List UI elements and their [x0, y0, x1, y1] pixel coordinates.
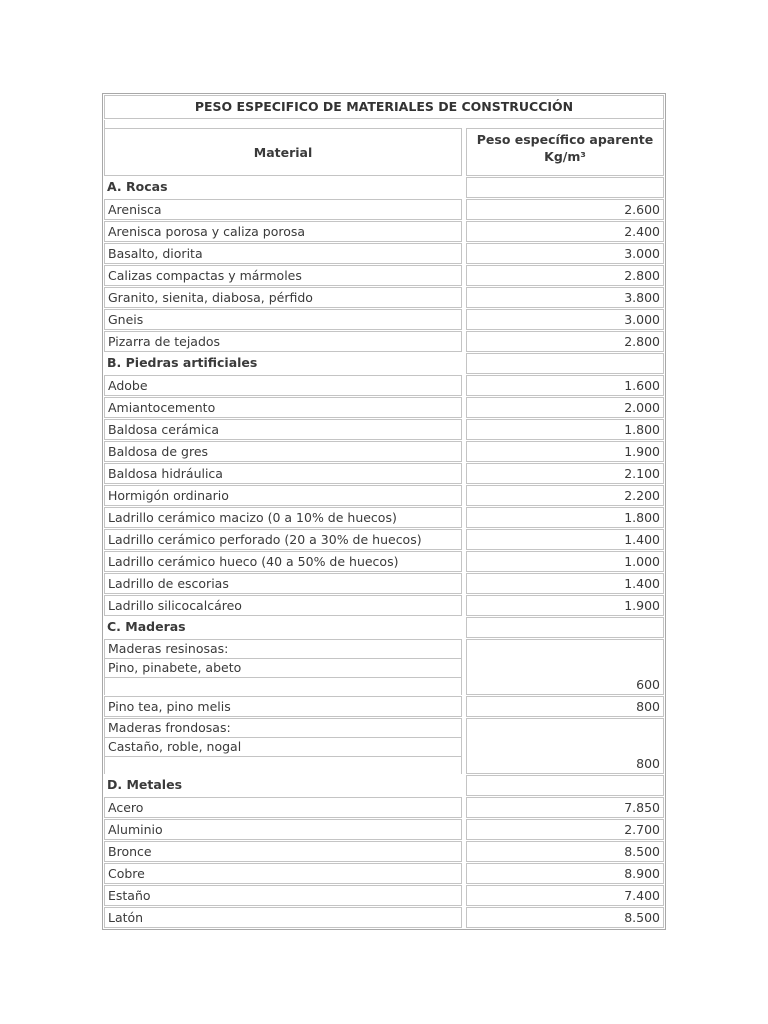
material-line: Pino, pinabete, abeto	[104, 658, 462, 677]
table-row	[104, 639, 664, 695]
title-spacer	[104, 120, 664, 128]
table-row	[104, 309, 664, 330]
material-cell: Hormigón ordinario	[104, 485, 462, 506]
header-peso	[466, 128, 664, 176]
table-row	[104, 507, 664, 528]
peso-cell: 2.100	[466, 463, 664, 484]
material-cell: Baldosa hidráulica	[104, 463, 462, 484]
material-line: Castaño, roble, nogal	[104, 737, 462, 756]
material-cell	[104, 718, 462, 774]
material-cell: Granito, sienita, diabosa, pérfido	[104, 287, 462, 308]
material-line	[104, 677, 462, 695]
material-cell: Acero	[104, 797, 462, 818]
table-row	[104, 718, 664, 774]
material-cell: Calizas compactas y mármoles	[104, 265, 462, 286]
table-row	[104, 573, 664, 594]
table-row	[104, 595, 664, 616]
peso-cell: 1.600	[466, 375, 664, 396]
section-value-cell	[466, 775, 664, 796]
peso-cell: 1.800	[466, 419, 664, 440]
table-row	[104, 221, 664, 242]
material-line: Maderas frondosas:	[104, 718, 462, 737]
material-cell: Adobe	[104, 375, 462, 396]
peso-cell: 3.000	[466, 243, 664, 264]
peso-cell: 7.850	[466, 797, 664, 818]
material-cell	[104, 639, 462, 695]
section-title: A. Rocas	[107, 179, 168, 194]
header-row	[104, 128, 664, 176]
peso-cell: 7.400	[466, 885, 664, 906]
table-row	[104, 797, 664, 818]
peso-cell: 3.800	[466, 287, 664, 308]
table-row	[104, 199, 664, 220]
material-cell: Amiantocemento	[104, 397, 462, 418]
table-row	[104, 331, 664, 352]
table-row	[104, 419, 664, 440]
table-row	[104, 863, 664, 884]
material-cell: Gneis	[104, 309, 462, 330]
table-row	[104, 885, 664, 906]
material-cell: Arenisca	[104, 199, 462, 220]
peso-cell: 2.400	[466, 221, 664, 242]
material-cell: Pino tea, pino melis	[104, 696, 462, 717]
peso-cell: 2.800	[466, 331, 664, 352]
peso-cell: 2.800	[466, 265, 664, 286]
table-row	[104, 265, 664, 286]
material-cell: Latón	[104, 907, 462, 928]
material-cell: Pizarra de tejados	[104, 331, 462, 352]
section-row	[104, 177, 664, 198]
peso-cell: 1.400	[466, 573, 664, 594]
peso-cell: 2.700	[466, 819, 664, 840]
material-cell: Ladrillo de escorias	[104, 573, 462, 594]
peso-cell: 8.900	[466, 863, 664, 884]
section-row	[104, 775, 664, 796]
table-row	[104, 441, 664, 462]
peso-cell: 800	[466, 718, 664, 774]
peso-cell: 600	[466, 639, 664, 695]
material-cell: Arenisca porosa y caliza porosa	[104, 221, 462, 242]
material-cell: Ladrillo cerámico hueco (40 a 50% de huecos)	[104, 551, 462, 572]
table-title: PESO ESPECIFICO DE MATERIALES DE CONSTRUCCIÓN	[104, 95, 664, 119]
table-row	[104, 243, 664, 264]
material-cell: Basalto, diorita	[104, 243, 462, 264]
peso-cell: 800	[466, 696, 664, 717]
section-title: B. Piedras artificiales	[107, 355, 258, 370]
peso-cell: 1.900	[466, 441, 664, 462]
material-cell: Ladrillo cerámico perforado (20 a 30% de huecos)	[104, 529, 462, 550]
table-row	[104, 287, 664, 308]
peso-cell: 3.000	[466, 309, 664, 330]
peso-cell: 8.500	[466, 907, 664, 928]
material-cell: Cobre	[104, 863, 462, 884]
section-title: C. Maderas	[107, 619, 186, 634]
material-cell: Ladrillo silicocalcáreo	[104, 595, 462, 616]
peso-cell: 2.200	[466, 485, 664, 506]
header-peso-line1: Peso específico aparente	[476, 132, 654, 147]
materials-table	[102, 93, 666, 930]
material-cell: Baldosa de gres	[104, 441, 462, 462]
material-line: Maderas resinosas:	[104, 639, 462, 658]
section-row	[104, 353, 664, 374]
table-row	[104, 819, 664, 840]
section-title: D. Metales	[107, 777, 183, 792]
table-body	[103, 177, 665, 928]
table-row	[104, 907, 664, 928]
material-cell: Aluminio	[104, 819, 462, 840]
material-cell: Baldosa cerámica	[104, 419, 462, 440]
material-cell: Ladrillo cerámico macizo (0 a 10% de huecos)	[104, 507, 462, 528]
peso-cell: 2.600	[466, 199, 664, 220]
header-peso-unit: Kg/m³	[544, 149, 586, 164]
table-row	[104, 551, 664, 572]
peso-cell: 8.500	[466, 841, 664, 862]
section-row	[104, 617, 664, 638]
table-row	[104, 841, 664, 862]
peso-cell: 1.000	[466, 551, 664, 572]
table-row	[104, 529, 664, 550]
material-cell: Bronce	[104, 841, 462, 862]
peso-cell: 1.800	[466, 507, 664, 528]
peso-cell: 1.400	[466, 529, 664, 550]
peso-cell: 1.900	[466, 595, 664, 616]
table-row	[104, 397, 664, 418]
table-row	[104, 485, 664, 506]
section-value-cell	[466, 177, 664, 198]
table-row	[104, 696, 664, 717]
table-row	[104, 463, 664, 484]
table-row	[104, 375, 664, 396]
section-value-cell	[466, 353, 664, 374]
peso-cell: 2.000	[466, 397, 664, 418]
header-material: Material	[104, 128, 462, 176]
material-line	[104, 756, 462, 774]
material-cell: Estaño	[104, 885, 462, 906]
section-value-cell	[466, 617, 664, 638]
